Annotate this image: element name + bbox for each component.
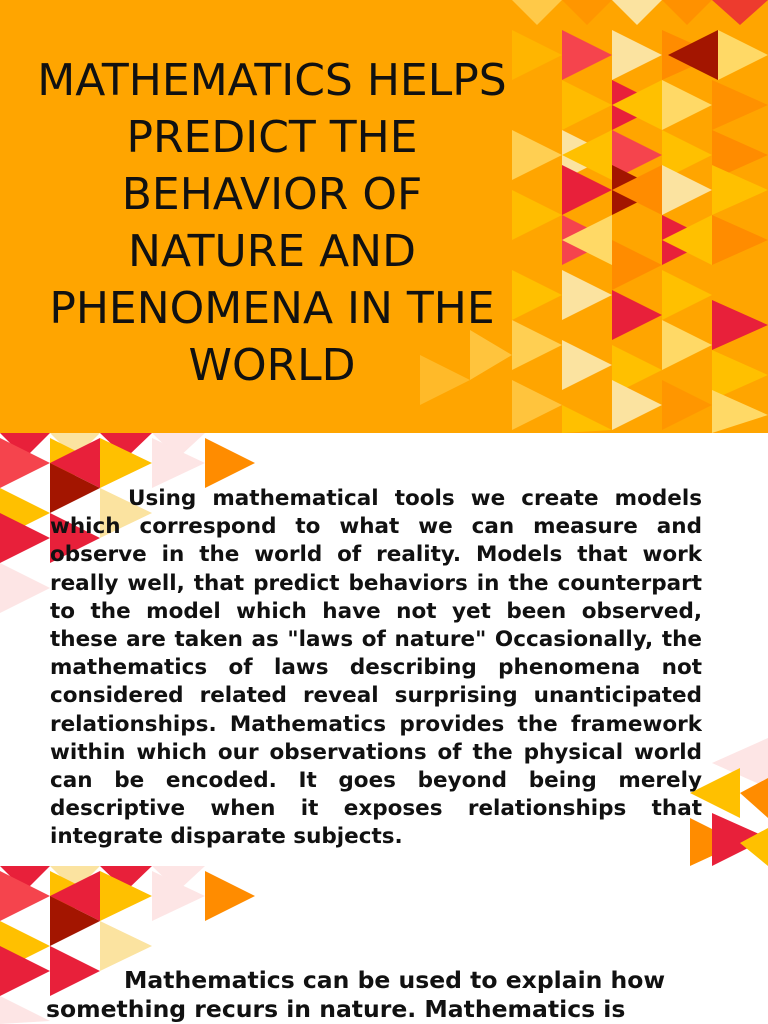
slide-body-paragraph: Using mathematical tools we create models which correspond to what we can measure and observe in the world of reality. Models that work really well, that predict behaviors in the counterpart to the model which have not yet been observed, these are taken as "laws of nature" Occasionally, the mathematics of laws describing phenomena not considered related reveal surprising unanticipated relationships. Mathematics provides the framework within which our observations of the physical world can be encoded. It goes beyond being merely descriptive when it exposes relationships that integrate disparate subjects. (50, 486, 702, 850)
slide-body-continued-paragraph: Mathematics can be used to explain how something recurs in nature. Mathematics is (46, 966, 666, 1023)
slide-title (0, 0, 768, 433)
slide-body (0, 433, 768, 866)
slide-body-continued (0, 866, 768, 1024)
slide-title-heading: MATHEMATICS HELPS PREDICT THE BEHAVIOR OF NATURE AND PHENOMENA IN THE WORLD (37, 55, 507, 391)
